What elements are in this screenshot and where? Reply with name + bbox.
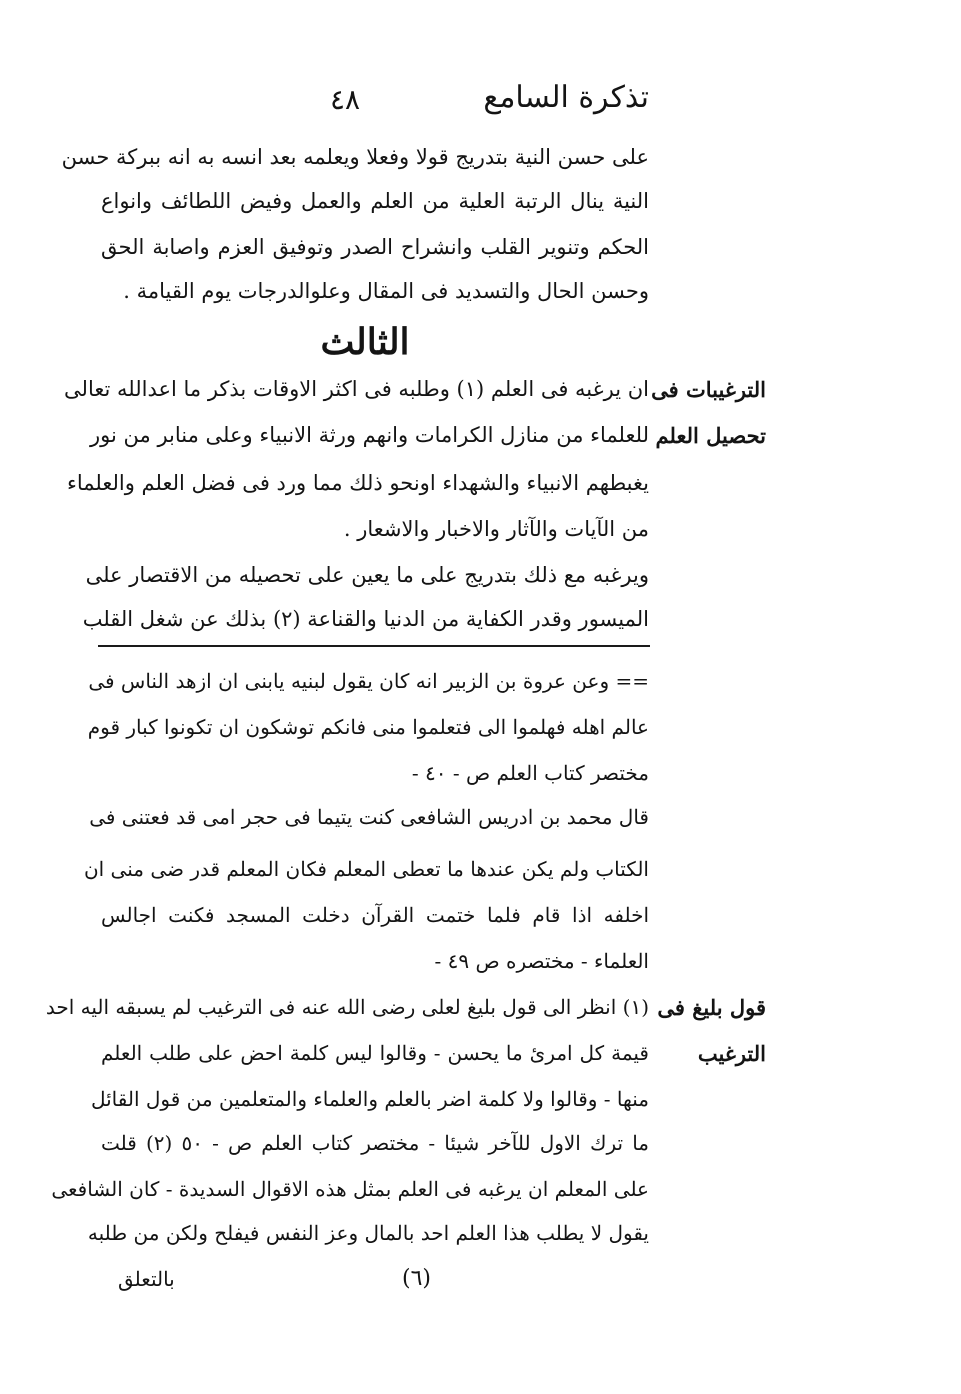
section-line: يغبطهم الانبياء والشهداء اونحو ذلك مما ورد فى فضل العلم والعلماء [66, 471, 649, 495]
footnote-line: قيمة كل امرئ ما يحسن - وقالوا ليس كلمة احض على طلب العلم [101, 1041, 649, 1065]
section-line: للعلماء من منازل الكرامات وانهم ورثة الانبياء وعلى منابر من نور [90, 423, 649, 447]
footnote-line: (١) انظر الى قول بليغ لعلى رضى الله عنه فى الترغيب لم يسبقه اليه احد [45, 995, 649, 1019]
footnote-divider [98, 645, 650, 647]
footnote-line: العلماء - مختصره ص ٤٩ - [434, 949, 649, 973]
footnote-line: عالم اهله فهلموا الى فتعلموا منى فانكم توشكون ان تكونوا كبار قوم [87, 715, 649, 739]
margin-note-line: قول بليغ فى [657, 995, 766, 1020]
running-title: تذكرة السامع [483, 80, 649, 115]
footnote-line: الكتاب ولم يكن عندها ما تعطى المعلم فكان المعلم قدر ضى منى ان [83, 857, 649, 881]
signature-number: (٦) [402, 1266, 432, 1291]
footnote-line: قال محمد بن ادريس الشافعى كنت يتيما فى حجر امى قد فعتنى فى [89, 805, 649, 829]
intro-line: النية ينال الرتبة العلية من العلم والعمل وفيض اللطائف وانواع [101, 189, 649, 213]
catchword: بالتعلق [118, 1267, 175, 1291]
section-line: ويرغبه مع ذلك بتدريج على ما يعين على تحصيله من الاقتصار على [85, 563, 649, 587]
section-line: ان يرغبه فى العلم (١) وطلبه فى اكثر الاوقات بذكر ما اعدالله تعالى [64, 377, 649, 401]
margin-note-line: الترغيبات فى [651, 377, 766, 402]
margin-note-line: الترغيب [697, 1041, 766, 1066]
footnote-line: منها - وقالوا ولا كلمة اضر بالعلم والعلماء والمتعلمين من قول القائل [90, 1087, 649, 1111]
page-number: ٤٨ [330, 83, 361, 116]
section-line: الميسور وقدر الكفاية من الدنيا والقناعة (٢) بذلك عن شغل القلب [82, 607, 649, 631]
intro-line: الحكم وتنوير القلب وانشراح الصدر وتوفيق العزم واصابة الحق [101, 235, 649, 259]
section-heading: الثالث [320, 321, 410, 363]
footnote-line: على المعلم ان يرغبه فى العلم بمثل هذه الاقوال السديدة - كان الشافعى [51, 1177, 649, 1201]
footnote-line: مختصر كتاب العلم ص - ٤٠ - [411, 761, 649, 785]
footnote-line: اخلفه اذا قام فلما ختمت القرآن دخلت المسجد فكنت اجالس [101, 903, 649, 927]
intro-line: وحسن الحال والتسديد فى المقال وعلوالدرجات يوم القيامة . [123, 279, 649, 303]
margin-note-line: تحصيل العلم [655, 423, 766, 448]
section-line: من الآيات والآثار والاخبار والاشعار . [343, 517, 649, 541]
footnote-line: ما ترك الاول للآخر شيئا - مختصر كتاب العلم ص - ٥٠ (٢) قلت [101, 1131, 649, 1155]
footnote-line: يقول لا يطلب هذا العلم احد بالمال وعز النفس فيفلح ولكن من طلبه [87, 1221, 649, 1245]
footnote-line: == وعن عروة بن الزبير انه كان يقول لبنيه يابنى ان ازهد الناس فى [88, 669, 649, 693]
intro-line: على حسن النية بتدريج قولا وفعلا ويعلمه بعد انسه به انه ببركة حسن [61, 145, 649, 169]
